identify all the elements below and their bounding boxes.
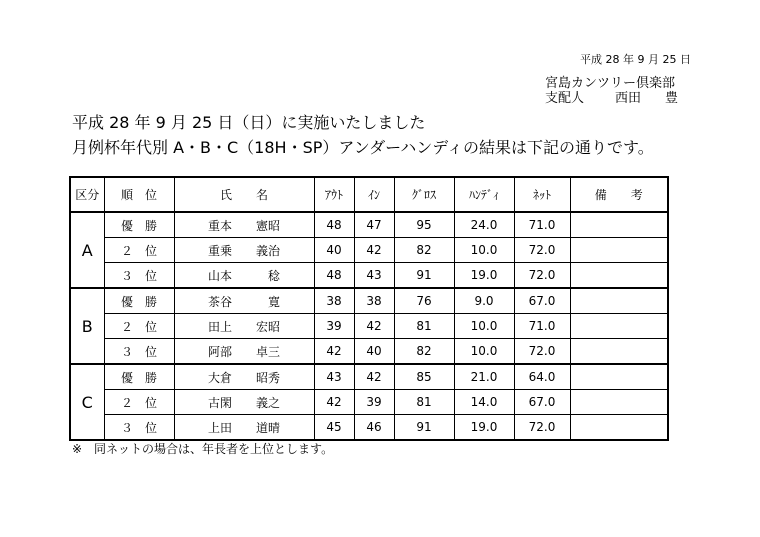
- net-score: 72.0: [514, 238, 570, 263]
- net-score: 71.0: [514, 212, 570, 238]
- table-row: [70, 339, 668, 365]
- out-score: 43: [314, 364, 354, 390]
- table-row: [70, 263, 668, 289]
- out-score: 39: [314, 314, 354, 339]
- manager-given-name: 豊: [665, 91, 679, 106]
- gross-score: 85: [394, 364, 454, 390]
- in-score: 46: [354, 415, 394, 441]
- header-in: ｲﾝ: [354, 177, 394, 212]
- footnote: ※ 同ネットの場合は、年長者を上位とします。: [72, 442, 334, 456]
- player-name: 田上 宏昭: [174, 314, 314, 339]
- organizer-block: [545, 76, 678, 106]
- club-name: 宮島カンツリー倶楽部: [545, 76, 676, 91]
- header-division: 区分: [70, 177, 104, 212]
- rank-cell: ３ 位: [104, 415, 174, 441]
- remarks-cell: [570, 238, 668, 263]
- out-score: 48: [314, 263, 354, 289]
- handicap-value: 10.0: [454, 339, 514, 365]
- table-row: [70, 238, 668, 263]
- remarks-cell: [570, 339, 668, 365]
- in-score: 47: [354, 212, 394, 238]
- in-score: 42: [354, 364, 394, 390]
- header-name: 氏 名: [174, 177, 314, 212]
- manager-family-name: 西田: [615, 91, 642, 106]
- gross-score: 81: [394, 314, 454, 339]
- net-score: 64.0: [514, 364, 570, 390]
- out-score: 38: [314, 288, 354, 314]
- in-score: 42: [354, 238, 394, 263]
- rank-cell: ３ 位: [104, 263, 174, 289]
- remarks-cell: [570, 288, 668, 314]
- division-label: C: [70, 364, 104, 440]
- handicap-value: 21.0: [454, 364, 514, 390]
- header-net: ﾈｯﾄ: [514, 177, 570, 212]
- manager-line: [545, 91, 678, 106]
- header-gross: ｸﾞﾛｽ: [394, 177, 454, 212]
- out-score: 40: [314, 238, 354, 263]
- in-score: 42: [354, 314, 394, 339]
- out-score: 45: [314, 415, 354, 441]
- gross-score: 82: [394, 339, 454, 365]
- in-score: 40: [354, 339, 394, 365]
- net-score: 67.0: [514, 288, 570, 314]
- rank-cell: ２ 位: [104, 238, 174, 263]
- net-score: 72.0: [514, 339, 570, 365]
- gross-score: 81: [394, 390, 454, 415]
- in-score: 39: [354, 390, 394, 415]
- results-table: [69, 176, 669, 441]
- out-score: 42: [314, 339, 354, 365]
- handicap-value: 14.0: [454, 390, 514, 415]
- header-remarks: 備 考: [570, 177, 668, 212]
- player-name: 山本 稔: [174, 263, 314, 289]
- table-row: [70, 288, 668, 314]
- net-score: 72.0: [514, 415, 570, 441]
- remarks-cell: [570, 314, 668, 339]
- player-name: 重乗 義治: [174, 238, 314, 263]
- remarks-cell: [570, 390, 668, 415]
- gross-score: 95: [394, 212, 454, 238]
- table-header-row: [70, 177, 668, 212]
- table-row: [70, 415, 668, 441]
- header-rank: 順 位: [104, 177, 174, 212]
- division-label: B: [70, 288, 104, 364]
- handicap-value: 10.0: [454, 238, 514, 263]
- division-label: A: [70, 212, 104, 288]
- handicap-value: 10.0: [454, 314, 514, 339]
- gross-score: 91: [394, 263, 454, 289]
- table-row: [70, 390, 668, 415]
- player-name: 上田 道晴: [174, 415, 314, 441]
- rank-cell: 優 勝: [104, 364, 174, 390]
- remarks-cell: [570, 364, 668, 390]
- header-handicap: ﾊﾝﾃﾞｨ: [454, 177, 514, 212]
- table-row: [70, 364, 668, 390]
- gross-score: 91: [394, 415, 454, 441]
- out-score: 42: [314, 390, 354, 415]
- rank-cell: 優 勝: [104, 288, 174, 314]
- rank-cell: ２ 位: [104, 390, 174, 415]
- table-row: [70, 212, 668, 238]
- net-score: 71.0: [514, 314, 570, 339]
- announcement-line-1: 平成 28 年 9 月 25 日（日）に実施いたしました: [72, 113, 426, 132]
- player-name: 阿部 卓三: [174, 339, 314, 365]
- handicap-value: 19.0: [454, 415, 514, 441]
- rank-cell: ２ 位: [104, 314, 174, 339]
- player-name: 古閑 義之: [174, 390, 314, 415]
- remarks-cell: [570, 263, 668, 289]
- header-out: ｱｳﾄ: [314, 177, 354, 212]
- manager-role: 支配人: [545, 91, 585, 106]
- remarks-cell: [570, 212, 668, 238]
- announcement-line-2: 月例杯年代別 A・B・C（18H・SP）アンダーハンディの結果は下記の通りです。: [72, 138, 654, 157]
- in-score: 43: [354, 263, 394, 289]
- in-score: 38: [354, 288, 394, 314]
- player-name: 大倉 昭秀: [174, 364, 314, 390]
- gross-score: 82: [394, 238, 454, 263]
- gross-score: 76: [394, 288, 454, 314]
- rank-cell: ３ 位: [104, 339, 174, 365]
- out-score: 48: [314, 212, 354, 238]
- player-name: 重本 憲昭: [174, 212, 314, 238]
- rank-cell: 優 勝: [104, 212, 174, 238]
- player-name: 茶谷 寛: [174, 288, 314, 314]
- handicap-value: 19.0: [454, 263, 514, 289]
- table-row: [70, 314, 668, 339]
- handicap-value: 24.0: [454, 212, 514, 238]
- net-score: 72.0: [514, 263, 570, 289]
- remarks-cell: [570, 415, 668, 441]
- document-date: 平成 28 年 9 月 25 日: [580, 53, 691, 66]
- net-score: 67.0: [514, 390, 570, 415]
- handicap-value: 9.0: [454, 288, 514, 314]
